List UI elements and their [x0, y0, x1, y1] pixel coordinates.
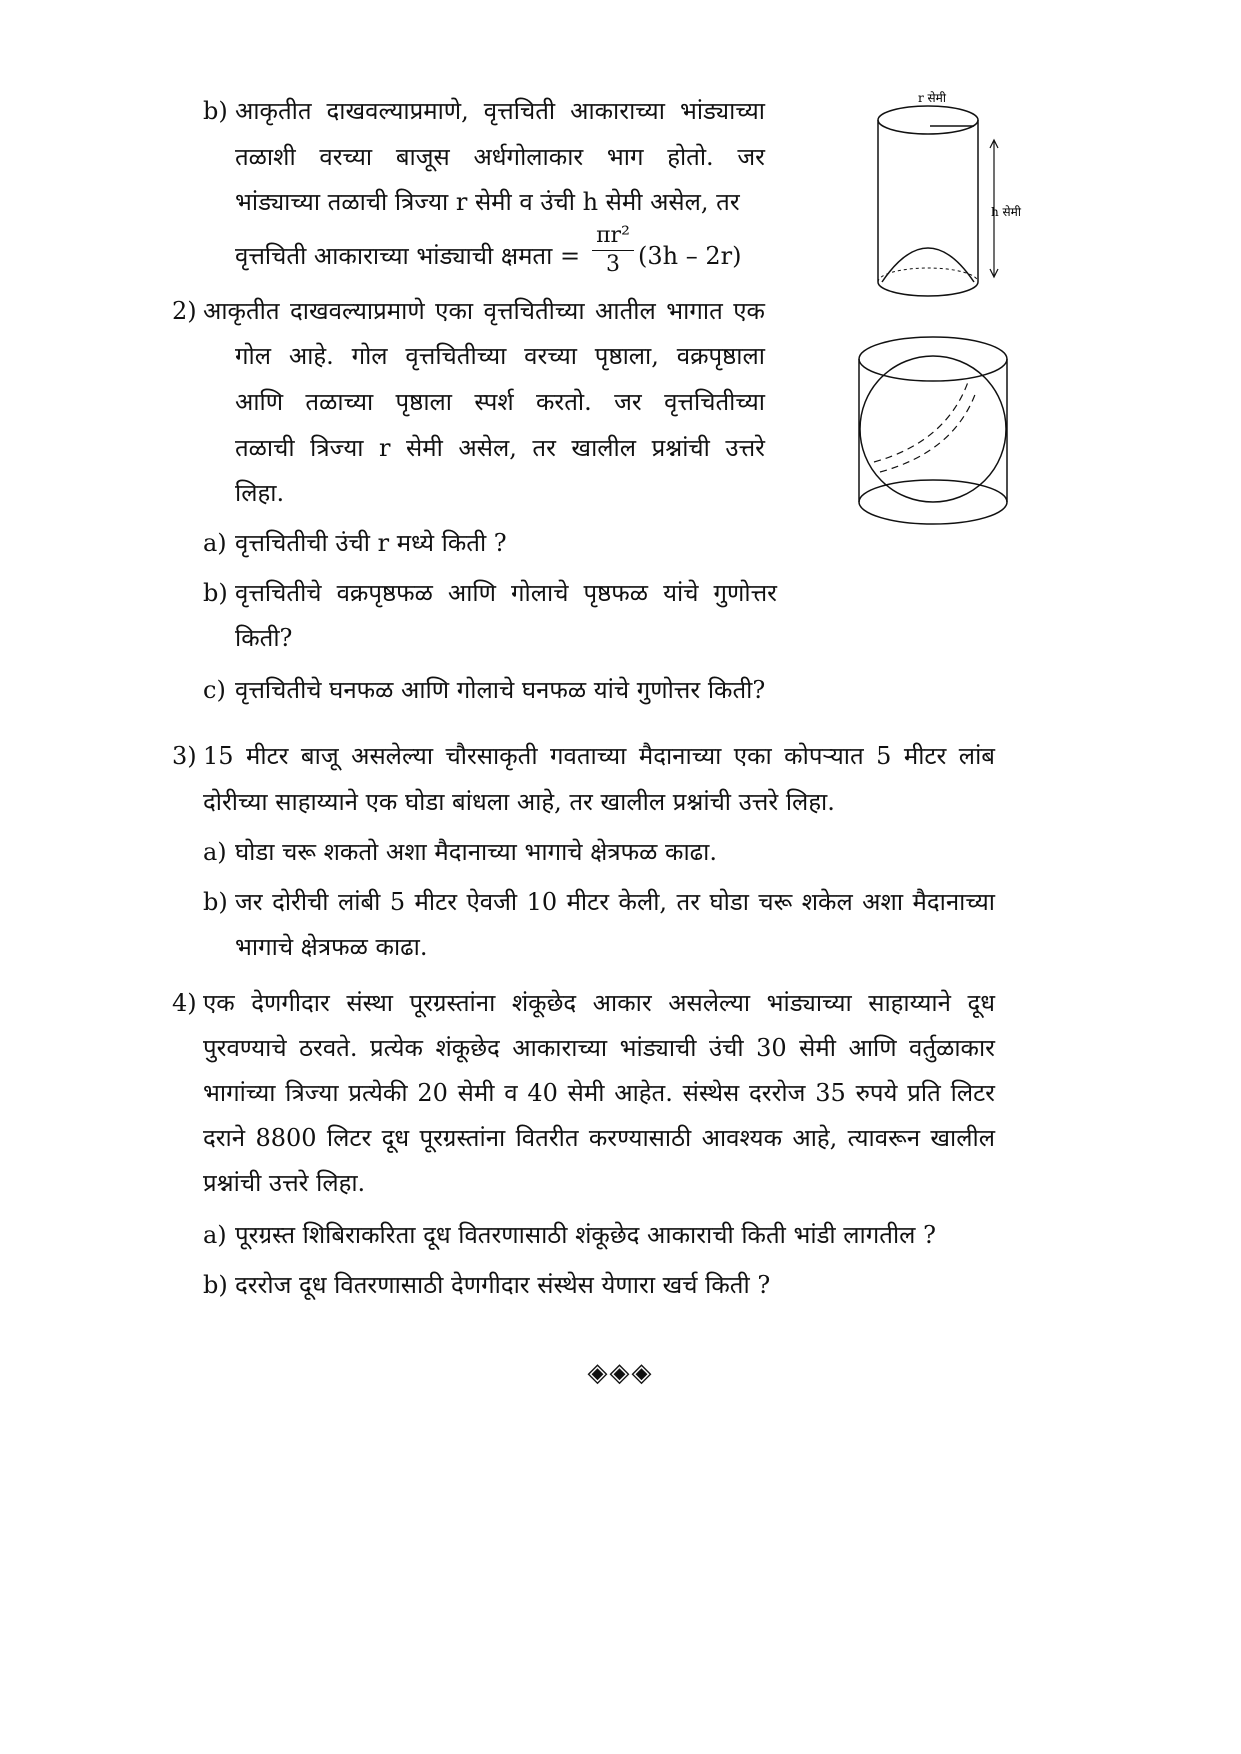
end-ornament: ◈◈◈: [587, 1358, 654, 1388]
q3b-line-1: जर दोरीची लांबी 5 मीटर ऐवजी 10 मीटर केली, तर घोडा चरू शकेल अशा मैदानाच्या: [235, 888, 995, 916]
cylinder-bottom-ellipse: [878, 282, 978, 296]
cylinder-top-ellipse: [878, 106, 978, 134]
q4b-label: b): [203, 1271, 228, 1299]
q2-number: 2): [172, 297, 197, 325]
q2b-line-1: वृत्तचितीचे वक्रपृष्ठफळ आणि गोलाचे पृष्ठफळ यांचे गुणोत्तर: [235, 579, 777, 607]
q2-line-2: गोल आहे. गोल वृत्तचितीच्या वरच्या पृष्ठाला, वक्रपृष्ठाला: [235, 342, 765, 370]
q4-line-3: भागांच्या त्रिज्या प्रत्येकी 20 सेमी व 40 सेमी आहेत. संस्थेस दररोज 35 रुपये प्रति लिटर: [203, 1079, 995, 1107]
sphere-in-cylinder-figure: [856, 332, 1012, 528]
outer-cylinder-top: [859, 337, 1007, 381]
q3-number: 3): [172, 742, 197, 770]
q2-line-3: आणि तळाच्या पृष्ठाला स्पर्श करतो. जर वृत्तचितीच्या: [235, 388, 765, 416]
outer-cylinder-bottom-back: [859, 480, 1007, 502]
radius-label: r सेमी: [918, 91, 946, 105]
cylinder-hemisphere-figure: [860, 86, 1050, 308]
q4-line-5: प्रश्नांची उत्तरे लिहा.: [203, 1169, 366, 1197]
q4-line-1: एक देणगीदार संस्था पूरग्रस्तांना शंकूछेद आकार असलेल्या भांड्याच्या साहाय्याने दूध: [203, 989, 995, 1017]
q4a-text: पूरग्रस्त शिबिराकरिता दूध वितरणासाठी शंकूछेद आकाराची किती भांडी लागतील ?: [235, 1221, 936, 1249]
height-label: h सेमी: [991, 205, 1021, 219]
q4-line-4: दराने 8800 लिटर दूध पूरग्रस्तांना वितरीत करण्यासाठी आवश्यक आहे, त्यावरून खालील: [203, 1124, 995, 1152]
q3b-label: b): [203, 888, 228, 916]
q2-line-1: आकृतीत दाखवल्याप्रमाणे एका वृत्तचितीच्या आतील भागात एक: [203, 297, 765, 325]
formula-fraction: [592, 224, 634, 277]
formula-denominator: 3: [606, 252, 620, 277]
q4b-text: दररोज दूध वितरणासाठी देणगीदार संस्थेस येणारा खर्च किती ?: [235, 1271, 771, 1299]
q1b-label: b): [203, 97, 228, 125]
q4a-label: a): [203, 1221, 227, 1249]
outer-cylinder-bottom: [859, 502, 1007, 524]
sphere-dashed-curve-2: [880, 392, 976, 472]
q1b-line-2: तळाशी वरच्या बाजूस अर्धगोलाकार भाग होतो. जर: [235, 143, 765, 171]
q1b-line-4: वृत्तचिती आकाराच्या भांड्याची क्षमता =: [235, 242, 581, 270]
q2c-text: वृत्तचितीचे घनफळ आणि गोलाचे घनफळ यांचे गुणोत्तर किती?: [235, 676, 766, 704]
formula-numerator: πr²: [596, 223, 630, 248]
q3b-line-2: भागाचे क्षेत्रफळ काढा.: [235, 933, 428, 961]
cylinder-bottom-back: [878, 268, 978, 282]
q2c-label: c): [203, 676, 226, 704]
q4-line-2: पुरवण्याचे ठरवते. प्रत्येक शंकूछेद आकाराच्या भांड्याची उंची 30 सेमी आणि वर्तुळाकार: [203, 1034, 995, 1062]
q1b-line-1: आकृतीत दाखवल्याप्रमाणे, वृत्तचिती आकाराच्या भांड्याच्या: [235, 97, 765, 125]
formula-fraction-bar: [592, 250, 634, 251]
q2-line-4: तळाची त्रिज्या r सेमी असेल, तर खालील प्रश्नांची उत्तरे: [235, 434, 765, 462]
sphere-dashed-curve-1: [874, 382, 968, 462]
q2b-label: b): [203, 579, 228, 607]
q2b-line-2: किती?: [235, 624, 293, 652]
q2a-label: a): [203, 529, 227, 557]
q3a-label: a): [203, 838, 227, 866]
q3a-text: घोडा चरू शकतो अशा मैदानाच्या भागाचे क्षेत्रफळ काढा.: [235, 838, 718, 866]
hemisphere-dome: [882, 248, 974, 282]
formula-tail: (3h – 2r): [638, 242, 742, 270]
q2a-text: वृत्तचितीची उंची r मध्ये किती ?: [235, 529, 507, 557]
q3-line-2: दोरीच्या साहाय्याने एक घोडा बांधला आहे, तर खालील प्रश्नांची उत्तरे लिहा.: [203, 788, 835, 816]
q4-number: 4): [172, 989, 197, 1017]
q1b-line-3: भांड्याच्या तळाची त्रिज्या r सेमी व उंची h सेमी असेल, तर: [235, 188, 740, 216]
q3-line-1: 15 मीटर बाजू असलेल्या चौरसाकृती गवताच्या मैदानाच्या एका कोपऱ्यात 5 मीटर लांब: [203, 742, 995, 770]
q2-line-5: लिहा.: [235, 479, 285, 507]
